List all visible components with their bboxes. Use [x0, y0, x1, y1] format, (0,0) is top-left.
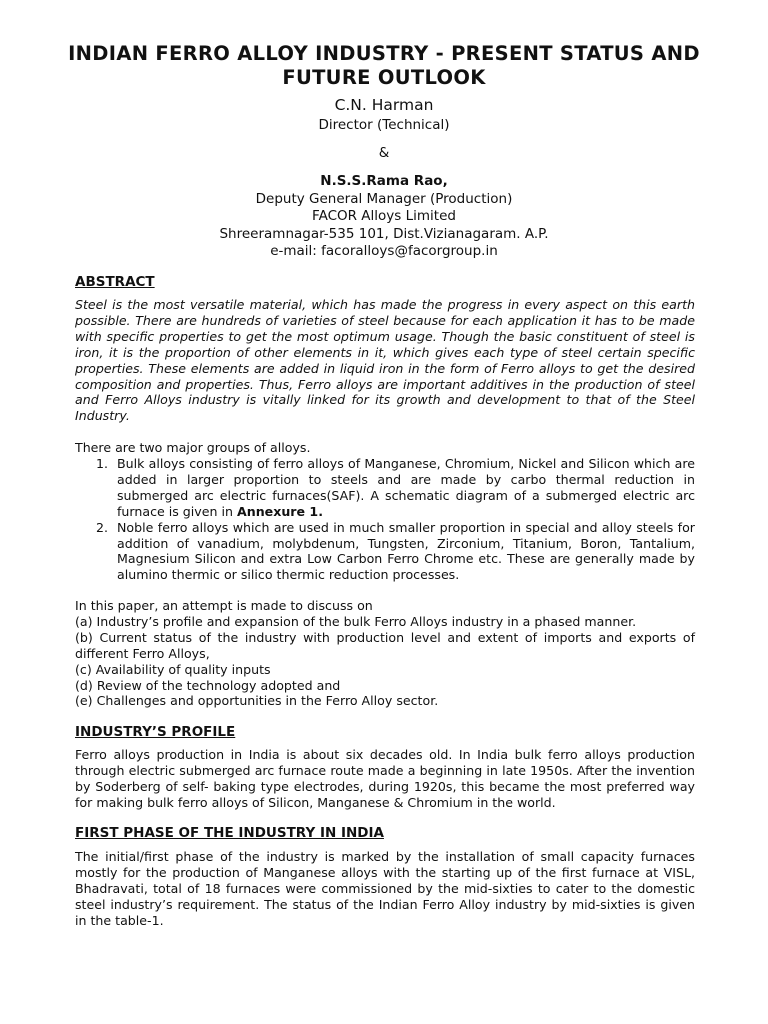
discussion-point: (b) Current status of the industry with production level and extent of imports and exports of different Ferro Alloys,	[75, 629, 695, 661]
alloy-groups-list	[75, 456, 695, 583]
author2-address: Shreeramnagar-535 101, Dist.Vizianagaram. A.P.	[219, 226, 549, 242]
annexure-reference: Annexure 1.	[236, 503, 323, 519]
profile-text: Ferro alloys production in India is about six decades old. In India bulk ferro alloys production through electric submerged arc furnace route made a beginning in late 1950s. After the invention by Soderberg of self- baking type electrodes, during 1920s, this became the most preferred way for making bulk ferro alloys of Silicon, Manganese & Chromium in the world.	[75, 747, 695, 810]
discussion-intro: In this paper, an attempt is made to discuss on	[75, 598, 373, 613]
first-phase-text: The initial/first phase of the industry is marked by the installation of small capacity furnaces mostly for the production of Manganese alloys with the starting up of the first furnace at VISL, Bhadravati, total of 18 furnaces were commissioned by the mid-sixties to cater to the domestic steel industry’s requirement. The status of the Indian Ferro Alloy industry by mid-sixties is given in the table-1.	[75, 849, 695, 928]
discussion-point: (c) Availability of quality inputs	[75, 661, 271, 677]
author2-role: Deputy General Manager (Production)	[255, 191, 513, 207]
list-item	[75, 456, 695, 520]
author1-name: C.N. Harman	[334, 96, 434, 114]
list-item-text: Bulk alloys consisting of ferro alloys of Manganese, Chromium, Nickel and Silicon which are added in larger proportion to steels and are made by carbo thermal reduction in submerged arc electric furnaces(SAF). A schematic diagram of a submerged electric arc furnace is given in	[117, 456, 695, 519]
discussion-block	[75, 598, 695, 709]
list-item-number: 2.	[96, 519, 109, 535]
author2-email: e-mail: facoralloys@facorgroup.in	[270, 243, 498, 259]
alloys-intro: There are two major groups of alloys.	[75, 440, 311, 455]
author-separator: &	[378, 145, 390, 161]
author1-role: Director (Technical)	[318, 117, 450, 133]
paper-title: INDIAN FERRO ALLOY INDUSTRY - PRESENT STATUS AND FUTURE OUTLOOK	[68, 42, 700, 89]
list-item-text: Noble ferro alloys which are used in much smaller proportion in special and alloy steels for addition of vanadium, molybdenum, Tungsten, Zirconium, Titanium, Boron, Tantalium, Magnesium Silicon and extra Low Carbon Ferro Chrome etc. These are generally made by alumino thermic or silico thermic reduction processes.	[117, 519, 695, 583]
list-item	[75, 520, 695, 584]
abstract-heading: ABSTRACT	[75, 274, 155, 290]
author2-company: FACOR Alloys Limited	[312, 208, 456, 224]
author2-name: N.S.S.Rama Rao,	[320, 173, 448, 189]
abstract-text: Steel is the most versatile material, which has made the progress in every aspect on this earth possible. There are hundreds of varieties of steel because for each application it has to be made with specific properties to get the most optimum usage. Though the basic constituent of steel is iron, it is the proportion of other elements in it, which gives each type of steel certain specific properties. These elements are added in liquid iron in the form of Ferro alloys to get the desired composition and properties. Thus, Ferro alloys are important additives in the production of steel and Ferro Alloys industry is vitally linked for its growth and development to that of the Steel Industry.	[75, 297, 695, 424]
discussion-point: (e) Challenges and opportunities in the Ferro Alloy sector.	[75, 693, 439, 709]
list-item-number: 1.	[96, 456, 109, 471]
discussion-point: (a) Industry’s profile and expansion of the bulk Ferro Alloys industry in a phased manner.	[75, 613, 637, 629]
discussion-point: (d) Review of the technology adopted and	[75, 677, 341, 693]
first-phase-heading: FIRST PHASE OF THE INDUSTRY IN INDIA	[75, 825, 384, 841]
profile-heading: INDUSTRY’S PROFILE	[75, 724, 236, 740]
